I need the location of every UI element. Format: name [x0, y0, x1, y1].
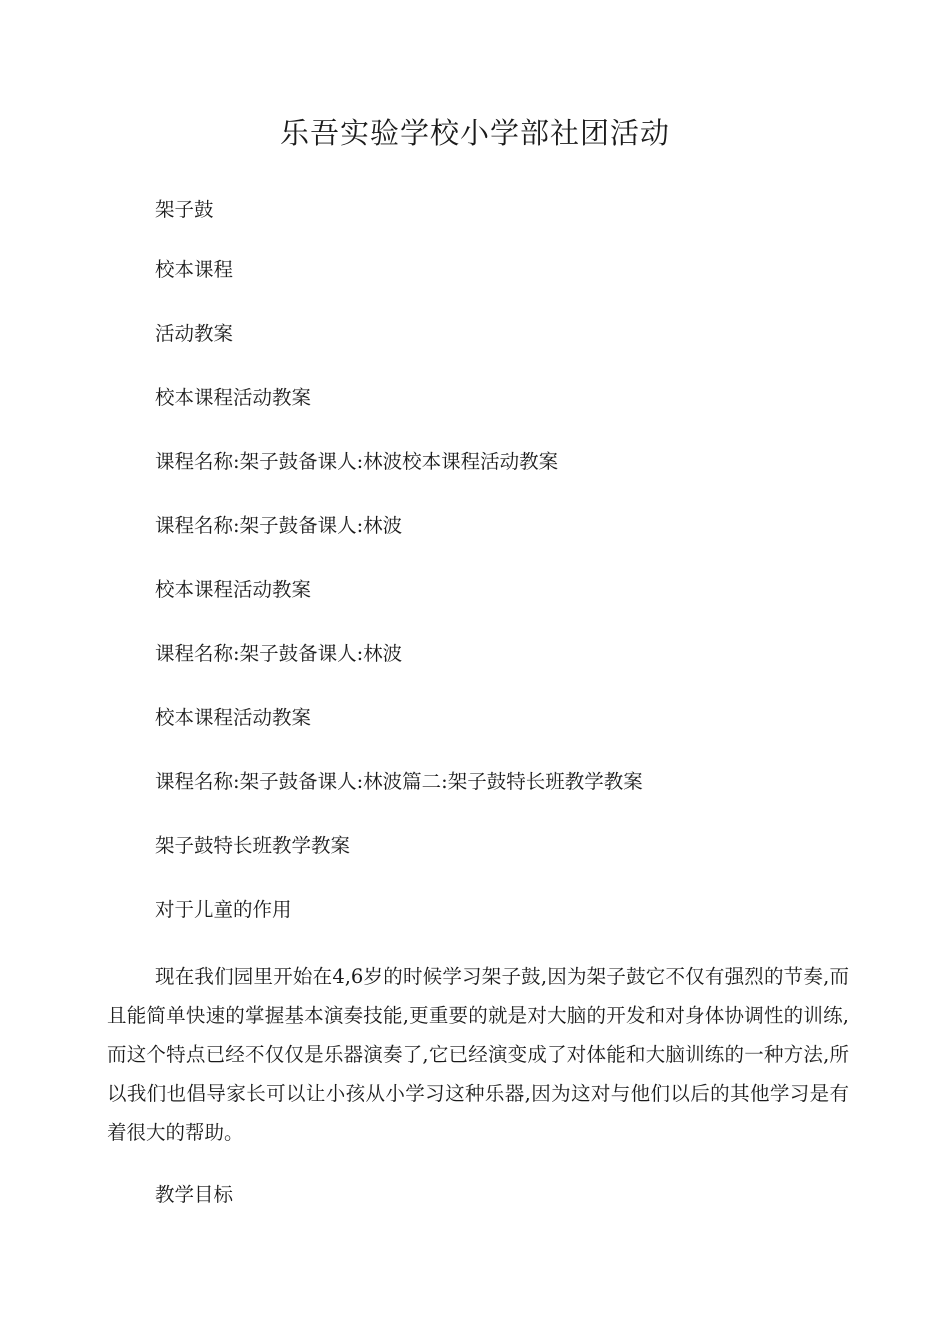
text-line: 架子鼓: [155, 198, 214, 221]
text-line: 课程名称:架子鼓备课人:林波校本课程活动教案: [155, 450, 559, 473]
text-line: 校本课程: [155, 258, 234, 281]
text-line: 课程名称:架子鼓备课人:林波: [155, 514, 403, 537]
text-line: 架子鼓特长班教学教案: [155, 834, 351, 857]
text-line: 校本课程活动教案: [155, 578, 312, 601]
text-line: 活动教案: [155, 322, 234, 345]
body-paragraph: 现在我们园里开始在4,6岁的时候学习架子鼓,因为架子鼓它不仅有强烈的节奏,而且能简单快速的掌握基本演奏技能,更重要的就是对大脑的开发和对身体协调性的训练,而这个特点已经不仅仅是乐器演奏了,它已经演变成了对体能和大脑训练的一种方法,所以我们也倡导家长可以让小孩从小学习这种乐器,因为这对与他们以后的其他学习是有着很大的帮助。: [107, 965, 849, 1144]
text-line: 校本课程活动教案: [155, 386, 312, 409]
document-title: 乐吾实验学校小学部社团活动: [279, 116, 670, 150]
section-heading: 教学目标: [155, 1183, 234, 1206]
text-line: 课程名称:架子鼓备课人:林波: [155, 642, 403, 665]
text-line: 对于儿童的作用: [155, 898, 292, 921]
text-line: 课程名称:架子鼓备课人:林波篇二:架子鼓特长班教学教案: [155, 770, 643, 793]
text-line: 校本课程活动教案: [155, 706, 312, 729]
